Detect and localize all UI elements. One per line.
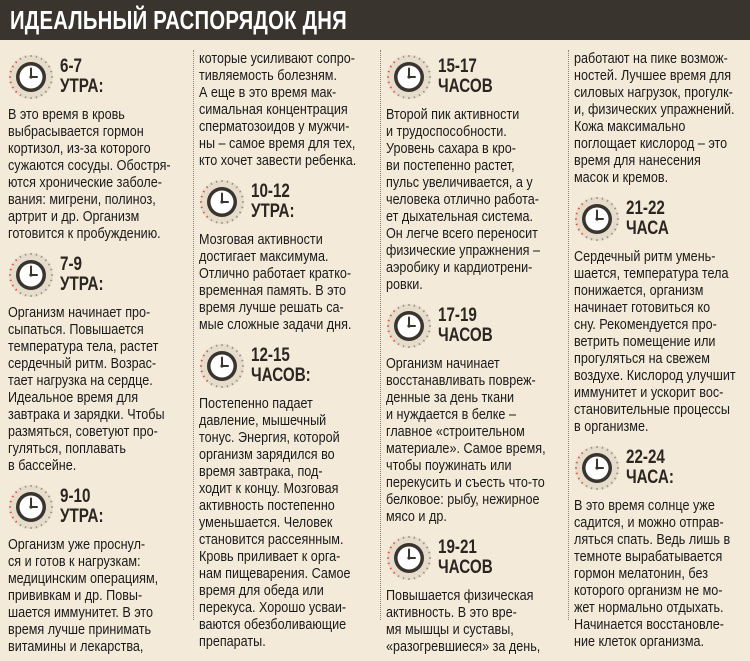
time-range: 6-7 bbox=[60, 56, 82, 77]
column-4 bbox=[574, 50, 750, 656]
column-1 bbox=[8, 50, 188, 661]
schedule-entry bbox=[8, 248, 188, 474]
time-unit: УТРА: bbox=[251, 201, 295, 222]
time-unit: УТРА: bbox=[60, 506, 104, 527]
time-unit: ЧАСОВ bbox=[438, 76, 493, 97]
time-range: 22-24 bbox=[626, 447, 665, 468]
clock-icon bbox=[199, 343, 245, 389]
schedule-entry bbox=[199, 175, 379, 333]
column-divider bbox=[568, 50, 569, 620]
clock-icon bbox=[386, 303, 432, 349]
time-range: 21-22 bbox=[626, 198, 665, 219]
schedule-entry bbox=[574, 192, 750, 435]
entry-text: В это время солнце уже садится, и можно отправ- ляться спать. Ведь лишь в темноте вырабатывается гормон мелатонин, без которого организм не мо- жет нормально отдыхать. Начинается восстановле- ние клеток организма. bbox=[574, 497, 731, 650]
entry-text: В это время в кровь выбрасывается гормон кортизол, из-за которого сужаются сосуды. Обостря- ются хронические заболе- вания: мигрени, полиноз, артрит и др. Организм готовится к пробуждению. bbox=[8, 106, 171, 242]
entry-text-continued: которые усиливают сопро- тивляемость болезням. А еще в это время мак- симальная концентрация сперматозоидов у мужчи- ны – самое время для тех, кто хочет завести ребенка. bbox=[199, 50, 357, 169]
clock-icon bbox=[574, 196, 620, 242]
page-title: ИДЕАЛЬНЫЙ РАСПОРЯДОК ДНЯ bbox=[10, 5, 347, 35]
schedule-entry bbox=[8, 480, 188, 655]
clock-icon bbox=[199, 179, 245, 225]
column-divider bbox=[193, 50, 194, 620]
title-bar bbox=[0, 0, 750, 40]
schedule-entry bbox=[199, 339, 379, 650]
entry-text: Мозговая активности достигает максимума. Отлично работает кратко- временная память. В это время лучше решать са- мые сложные задачи дня. bbox=[199, 231, 352, 333]
time-range: 17-19 bbox=[438, 305, 477, 326]
schedule-entry bbox=[8, 50, 188, 242]
time-unit: УТРА: bbox=[60, 274, 104, 295]
column-divider bbox=[380, 50, 381, 620]
time-unit: ЧАСА bbox=[626, 218, 669, 239]
time-range: 9-10 bbox=[60, 486, 91, 507]
entry-text-continued: работают на пике возмож- ностей. Лучшее время для силовых нагрузок, прогулк- и, физических упражнений. Кожа максимально поглощает кислород – это время для нанесения масок и кремов. bbox=[574, 50, 735, 186]
entry-text: Организм начинает про- сыпаться. Повышается температура тела, растет сердечный ритм. Возрас- тает нагрузка на сердце. Идеальное время для завтрака и зарядки. Чтобы размяться, советуют про- гуляться, поплавать в бассейне. bbox=[8, 304, 165, 474]
time-unit: ЧАСОВ bbox=[438, 325, 493, 346]
time-range: 10-12 bbox=[251, 181, 290, 202]
time-unit: ЧАСА: bbox=[626, 467, 674, 488]
clock-icon bbox=[574, 445, 620, 491]
schedule-entry bbox=[386, 299, 566, 525]
time-range: 7-9 bbox=[60, 254, 82, 275]
schedule-entry bbox=[386, 50, 566, 293]
clock-icon bbox=[8, 54, 54, 100]
schedule-entry bbox=[386, 531, 566, 655]
entry-text: Второй пик активности и трудоспособности. Уровень сахара в кро- ви постепенно растет, пульс увеличивается, а у человека отлично работа- ет дыхательная система. Он легче всего переносит физические упражнения – аэробику и кардиотрени- ровки. bbox=[386, 106, 541, 293]
entry-text: Организм начинает восстанавливать повреж- денные за день ткани и нуждается в белке – главное «строительном материале». Самое время, чтобы поужинать или перекусить и съесть что-то белковое: рыбу, нежирное мясо и др. bbox=[386, 355, 546, 525]
clock-icon bbox=[8, 484, 54, 530]
entry-text: Повышается физическая активность. В это вре- мя мышцы и суставы, «разогревшиеся» за день, bbox=[386, 587, 541, 655]
time-unit: УТРА: bbox=[60, 76, 104, 97]
column-2 bbox=[199, 50, 379, 656]
clock-icon bbox=[386, 54, 432, 100]
column-3 bbox=[386, 50, 566, 661]
clock-icon bbox=[386, 535, 432, 581]
clock-icon bbox=[8, 252, 54, 298]
time-range: 19-21 bbox=[438, 537, 477, 558]
time-range: 12-15 bbox=[251, 345, 290, 366]
time-unit: ЧАСОВ bbox=[438, 557, 493, 578]
schedule-entry bbox=[574, 441, 750, 650]
entry-text: Постепенно падает давление, мышечный тонус. Энергия, которой организм зарядился во время завтрака, под- ходит к концу. Мозговая активность постепенно уменьшается. Человек становится рассеянным. Кровь приливает к орга- нам пищеварения. Самое время для обеда или перекуса. Хорошо усваи- ваются обезболивающие препараты. bbox=[199, 395, 351, 650]
time-range: 15-17 bbox=[438, 56, 477, 77]
entry-text: Организм уже проснул- ся и готов к нагрузкам: медицинским операциям, прививкам и др. Повы- шается иммунитет. В это время лучше принимать витамины и лекарства, bbox=[8, 536, 159, 655]
time-unit: ЧАСОВ: bbox=[251, 365, 311, 386]
entry-text: Сердечный ритм умень- шается, температура тела понижается, организм начинает готовиться ко сну. Рекомендуется про- ветрить помещение или прогуляться на свежем воздухе. Кислород улучшит иммунитет и ускорит вос- становительные процессы в организме. bbox=[574, 248, 736, 435]
